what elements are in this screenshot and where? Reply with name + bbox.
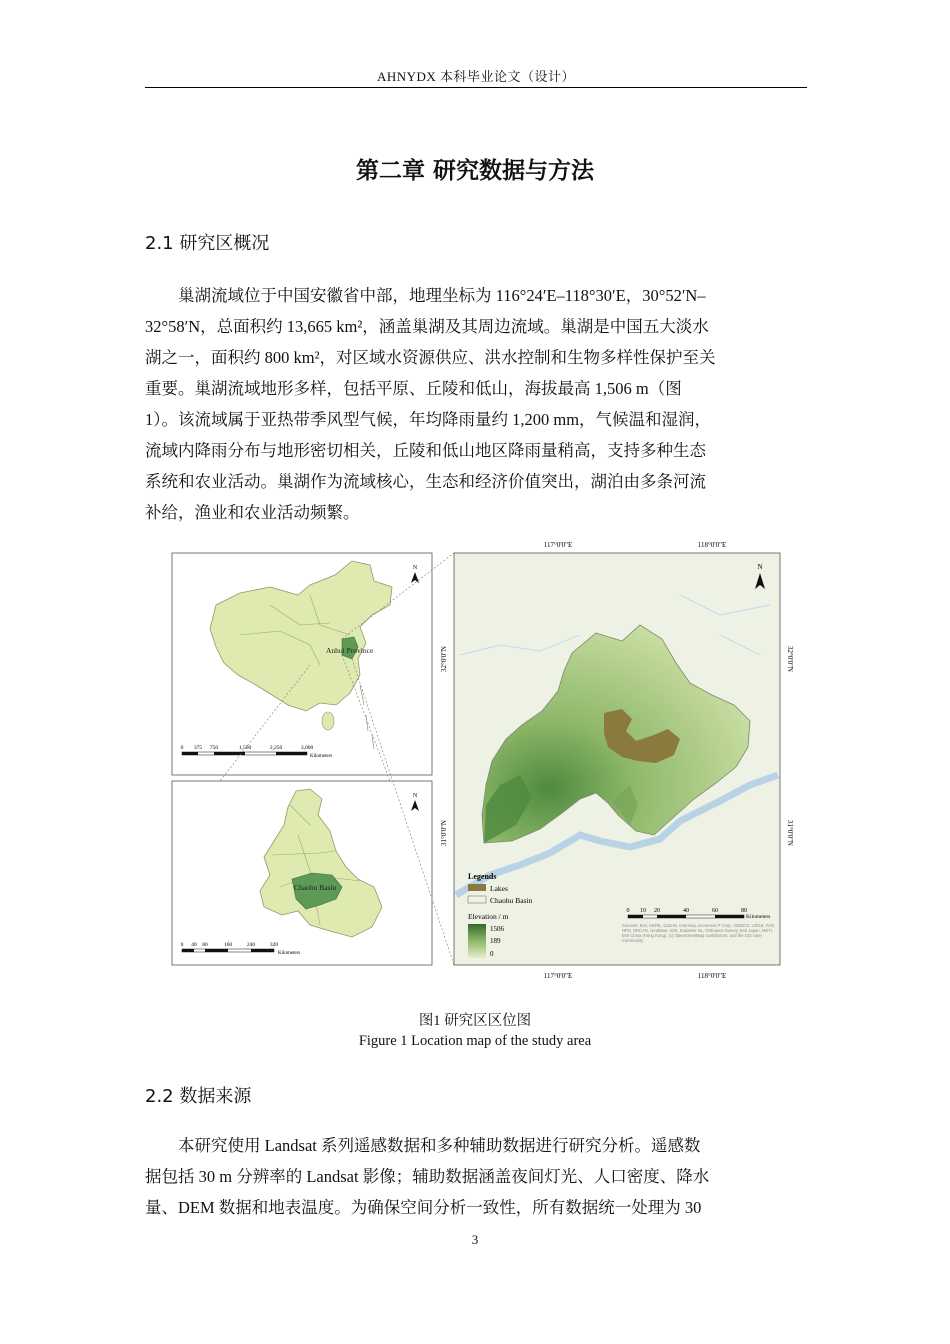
scale-tick: 320 bbox=[269, 942, 279, 948]
scale-tick: 60 bbox=[712, 908, 718, 914]
legend-basin-label: Chaohu Basin bbox=[490, 896, 533, 905]
lon-label-bottom: 118°0'0"E bbox=[697, 972, 727, 980]
running-title: AHNYDX 本科毕业论文（设计） bbox=[376, 69, 576, 84]
paragraph-line: 补给，渔业和农业活动频繁。 bbox=[145, 503, 360, 522]
paragraph-line: 湖之一，面积约 800 km²，对区域水资源供应、洪水控制和生物多样性保护至关 bbox=[145, 348, 716, 367]
scale-tick: 0 bbox=[180, 745, 184, 751]
paragraph-line: 量、DEM 数据和地表温度。为确保空间分析一致性，所有数据统一处理为 30 bbox=[145, 1198, 702, 1217]
legend-lakes-label: Lakes bbox=[490, 884, 508, 893]
elev-min: 0 bbox=[490, 950, 494, 958]
scale-tick: 0 bbox=[626, 908, 630, 914]
basin-map-panel bbox=[440, 541, 794, 980]
north-label: N bbox=[412, 565, 418, 571]
anhui-map-panel bbox=[172, 781, 432, 965]
elevation-color-ramp bbox=[468, 924, 486, 958]
paragraph-line: 流域内降雨分布与地形密切相关，丘陵和低山地区降雨量稍高，支持多种生态 bbox=[145, 441, 706, 460]
scale-tick: 0 bbox=[180, 942, 184, 948]
figure-caption-en: Figure 1 Location map of the study area bbox=[358, 1033, 592, 1049]
elev-mid: 189 bbox=[490, 937, 501, 945]
legend-lakes-swatch bbox=[468, 884, 486, 891]
scale-tick: 1,500 bbox=[238, 745, 252, 751]
scale-tick: 375 bbox=[193, 745, 203, 751]
paragraph-line: 重要。巢湖流域地形多样，包括平原、丘陵和低山，海拔最高 1,506 m（图 bbox=[145, 379, 682, 398]
scale-unit: Kilometers bbox=[746, 914, 771, 920]
scale-tick: 40 bbox=[683, 908, 689, 914]
scale-tick: 80 bbox=[202, 942, 208, 948]
north-label: N bbox=[412, 793, 418, 799]
paragraph-line: 32°58′N，总面积约 13,665 km²，涵盖巢湖及其周边流域。巢湖是中国五大淡水 bbox=[145, 317, 709, 336]
paragraph-study-area bbox=[145, 280, 807, 528]
scale-tick: 40 bbox=[191, 942, 197, 948]
scale-unit: Kilometers bbox=[278, 951, 301, 956]
lat-label-left: 32°0'0"N bbox=[440, 646, 448, 672]
scale-tick: 2,250 bbox=[269, 745, 283, 751]
lon-label-top: 118°0'0"E bbox=[697, 541, 727, 549]
anhui-map-label: Chaohu Basin bbox=[294, 883, 337, 892]
scale-tick: 750 bbox=[209, 745, 219, 751]
map-attribution-text: Sources: Esri, HERE, Garmin, Intermap, increment P Corp., GEBCO, USGS, FAO, NPS, NRCAN, GeoBase, IGN, Kadaster NL, Ordnance Survey, Esri Japan, METI, Esri China (Hong Kong), (c) OpenStreetMap contributors, and the GIS User Community bbox=[622, 923, 776, 943]
paragraph-line: 1）。该流域属于亚热带季风型气候，年均降雨量约 1,200 mm，气候温和湿润， bbox=[145, 410, 712, 429]
legend-title: Legends bbox=[468, 872, 497, 881]
scale-tick: 240 bbox=[246, 942, 256, 948]
paragraph-line: 据包括 30 m 分辨率的 Landsat 影像；辅助数据涵盖夜间灯光、人口密度、降水 bbox=[145, 1167, 710, 1186]
lon-label-bottom: 117°0'0"E bbox=[543, 972, 573, 980]
elev-max: 1506 bbox=[490, 925, 504, 933]
lon-label-top: 117°0'0"E bbox=[543, 541, 573, 549]
header-rule bbox=[145, 87, 807, 88]
scale-tick: 10 bbox=[640, 908, 646, 914]
lat-label-right: 32°0'0"N bbox=[786, 646, 794, 672]
figure-caption-cn: 图1 研究区区位图 bbox=[418, 1013, 532, 1029]
paragraph-line: 巢湖流域位于中国安徽省中部，地理坐标为 116°24′E–118°30′E，30°52′N– bbox=[178, 286, 706, 305]
legend-elevation-label: Elevation / m bbox=[468, 912, 509, 921]
scale-unit: Kilometers bbox=[310, 754, 333, 759]
chapter-title: 第二章 研究数据与方法 bbox=[355, 158, 594, 184]
figure-location-map bbox=[160, 535, 800, 985]
lat-label-left: 31°0'0"N bbox=[440, 820, 448, 846]
china-map-label: Anhui Province bbox=[326, 646, 374, 655]
china-map-panel bbox=[172, 553, 432, 775]
map-attribution bbox=[622, 923, 778, 963]
paragraph-line: 本研究使用 Landsat 系列遥感数据和多种辅助数据进行研究分析。遥感数 bbox=[178, 1136, 701, 1155]
scale-tick: 20 bbox=[654, 908, 660, 914]
scale-tick: 3,000 bbox=[300, 745, 314, 751]
paragraph-data-sources bbox=[145, 1130, 807, 1223]
lat-label-right: 31°0'0"N bbox=[786, 820, 794, 846]
section-heading-2-1: 2.1 研究区概况 bbox=[145, 233, 270, 254]
scale-tick: 160 bbox=[223, 942, 233, 948]
page-number: 3 bbox=[471, 1232, 479, 1247]
section-heading-2-2: 2.2 数据来源 bbox=[145, 1086, 252, 1107]
paragraph-line: 系统和农业活动。巢湖作为流域核心，生态和经济价值突出，湖泊由多条河流 bbox=[145, 472, 706, 491]
scale-tick: 80 bbox=[741, 908, 747, 914]
north-label: N bbox=[757, 563, 763, 571]
